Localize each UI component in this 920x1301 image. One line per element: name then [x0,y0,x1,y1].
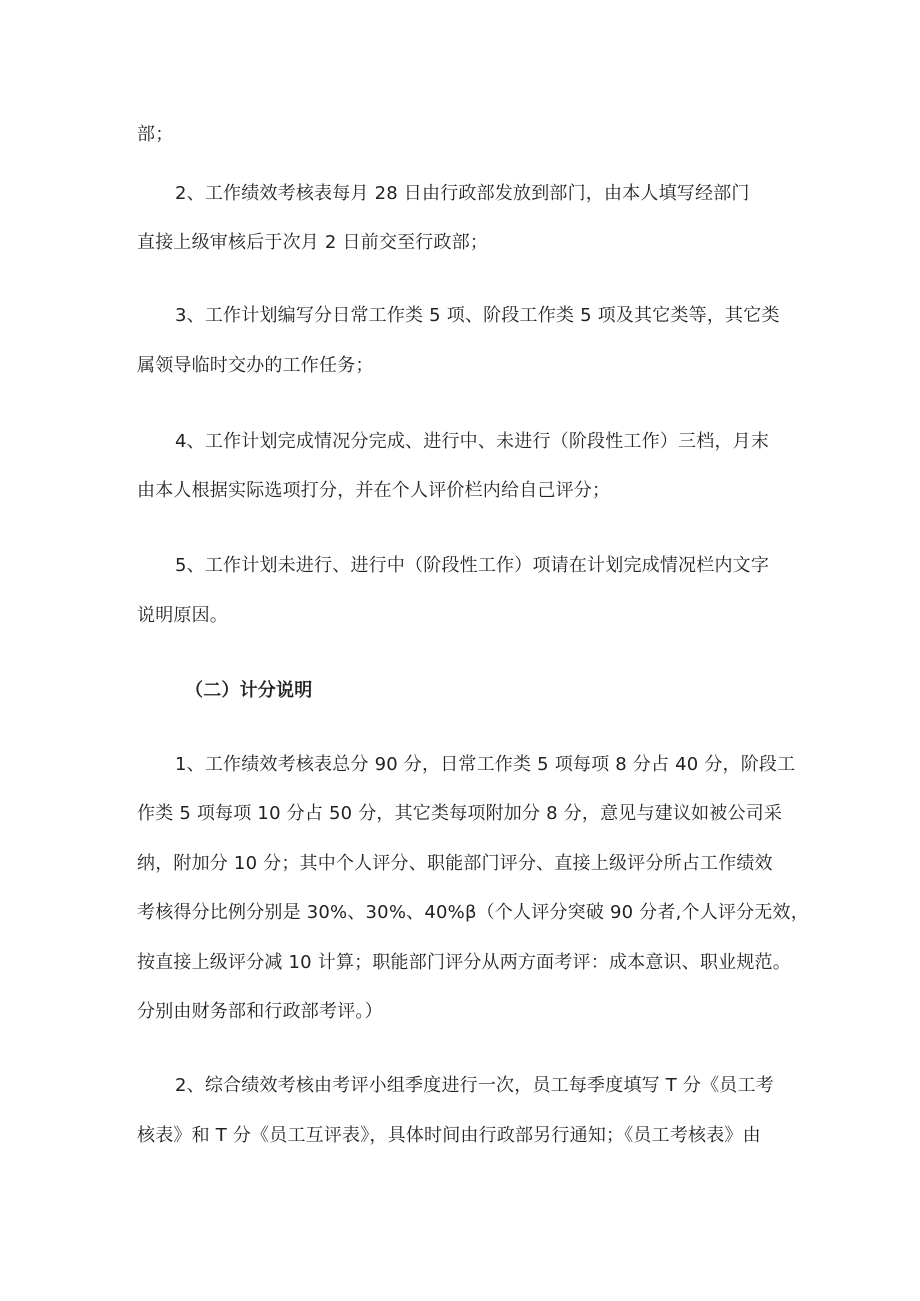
text-line-11: 作类 5 项每项 10 分占 50 分，其它类每项附加分 8 分，意见与建议如被公司采 [137,803,783,824]
text-line-2: 2、工作绩效考核表每月 28 日由行政部发放到部门，由本人填写经部门 [175,183,750,204]
text-line-16: 2、综合绩效考核由考评小组季度进行一次，员工每季度填写 T 分《员工考 [175,1075,774,1096]
text-line-12: 纳，附加分 10 分；其中个人评分、职能部门评分、直接上级评分所占工作绩效 [137,853,773,874]
section-heading: （二）计分说明 [185,680,313,701]
text-line-8: 5、工作计划未进行、进行中（阶段性工作）项请在计划完成情况栏内文字 [175,555,770,576]
text-line-13: 考核得分比例分别是 30%、30%、40%β（个人评分突破 90 分者,个人评分无效， [137,902,809,923]
text-line-9: 说明原因。 [137,605,228,626]
text-line-14: 按直接上级评分减 10 计算；职能部门评分从两方面考评：成本意识、职业规范。 [137,952,791,973]
text-line-6: 4、工作计划完成情况分完成、进行中、未进行（阶段性工作）三档，月末 [175,431,770,452]
text-line-10: 1、工作绩效考核表总分 90 分，日常工作类 5 项每项 8 分占 40 分，阶段工 [175,754,796,775]
text-line-1: 部； [137,124,174,145]
text-line-7: 由本人根据实际选项打分，并在个人评价栏内给自己评分； [137,480,611,501]
text-line-4: 3、工作计划编写分日常工作类 5 项、阶段工作类 5 项及其它类等，其它类 [175,305,780,326]
text-line-15: 分别由财务部和行政部考评。） [137,1001,383,1022]
text-line-5: 属领导临时交办的工作任务； [137,355,374,376]
text-line-3: 直接上级审核后于次月 2 日前交至行政部； [137,232,489,253]
text-line-17: 核表》和 T 分《员工互评表》，具体时间由行政部另行通知；《员工考核表》由 [137,1125,761,1146]
